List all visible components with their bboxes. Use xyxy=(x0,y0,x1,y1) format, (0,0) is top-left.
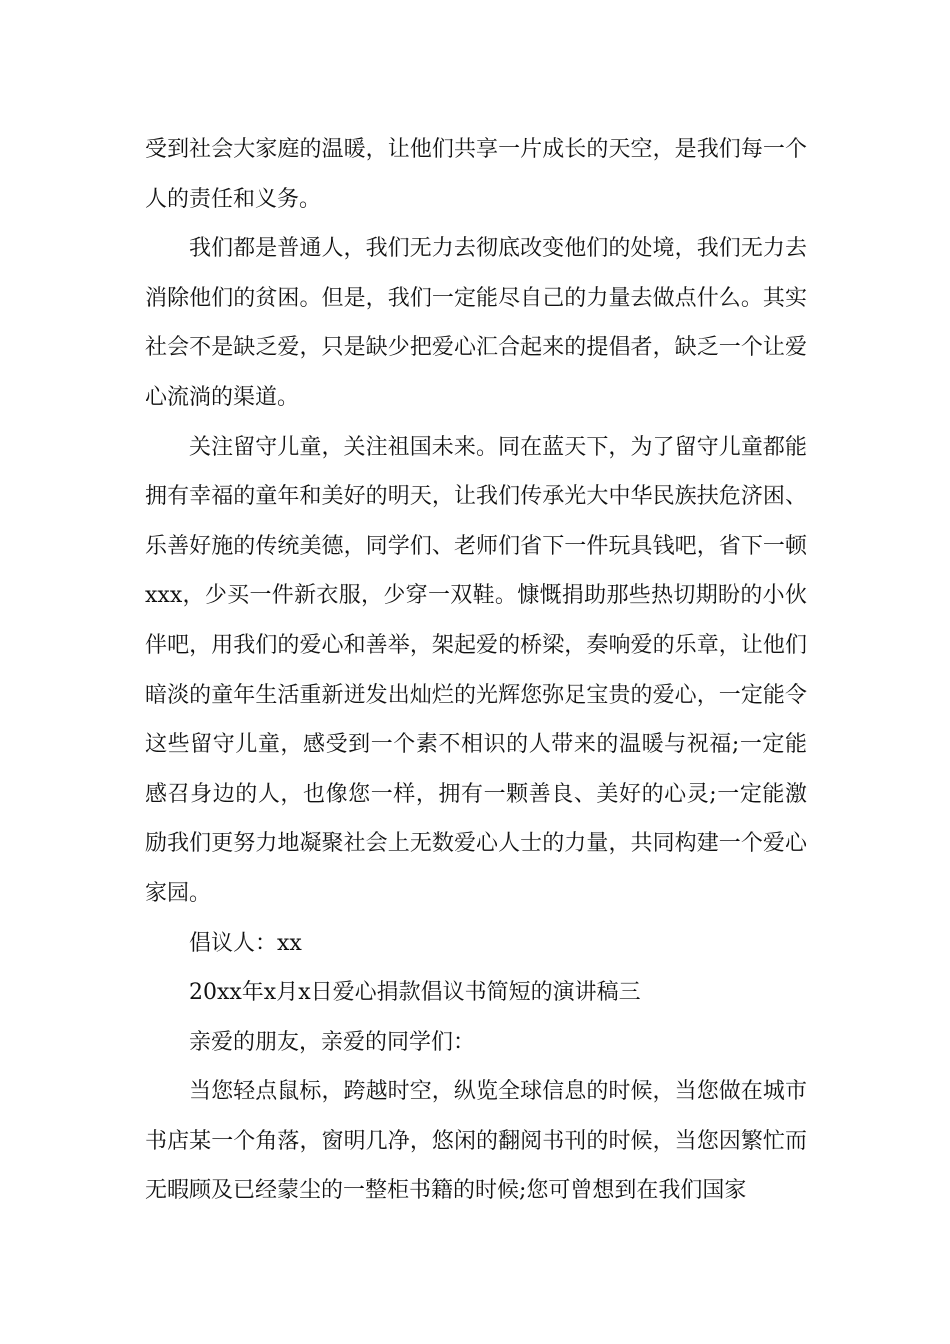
paragraph-ordinary-people: 我们都是普通人，我们无力去彻底改变他们的处境，我们无力去消除他们的贫困。但是，我们一定能尽自己的力量去做点什么。其实社会不是缺乏爱，只是缺少把爱心汇合起来的提倡者，缺乏一个让爱心流淌的渠道。 xyxy=(145,236,807,410)
speech-title-line: 20xx年x月x日爱心捐款倡议书简短的演讲稿三 xyxy=(189,980,641,1006)
paragraph-left-behind-children: 关注留守儿童，关注祖国未来。同在蓝天下，为了留守儿童都能拥有幸福的童年和美好的明天，让我们传承光大中华民族扶危济困、乐善好施的传统美德，同学们、老师们省下一件玩具钱吧，省下一顿xxx，少买一件新衣服，少穿一双鞋。慷慨捐助那些热切期盼的小伙伴吧，用我们的爱心和善举，架起爱的桥梁，奏响爱的乐章，让他们暗淡的童年生活重新迸发出灿烂的光辉您弥足宝贵的爱心，一定能令这些留守儿童，感受到一个素不相识的人带来的温暖与祝福;一定能感召身边的人，也像您一样，拥有一颗善良、美好的心灵;一定能激励我们更努力地凝聚社会上无数爱心人士的力量，共同构建一个爱心家园。 xyxy=(145,434,807,906)
paragraph-when-you-click: 当您轻点鼠标，跨越时空，纵览全球信息的时候，当您做在城市书店某一个角落，窗明几净，悠闲的翻阅书刊的时候，当您因繁忙而无暇顾及已经蒙尘的一整柜书籍的时候;您可曾想到在我们国家 xyxy=(145,1079,807,1204)
paragraph-continuation: 受到社会大家庭的温暖，让他们共享一片成长的天空，是我们每一个人的责任和义务。 xyxy=(145,137,807,212)
document-page xyxy=(145,125,807,1216)
salutation-line: 亲爱的朋友，亲爱的同学们： xyxy=(189,1029,476,1055)
initiator-line: 倡议人：xx xyxy=(189,930,302,956)
